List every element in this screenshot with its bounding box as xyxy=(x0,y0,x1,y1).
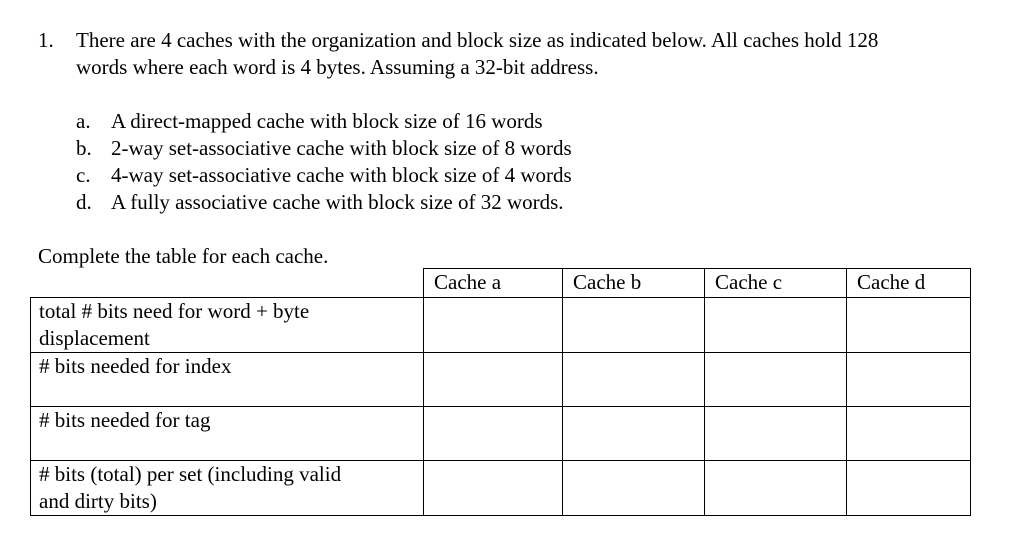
option-a-text: A direct-mapped cache with block size of 16 words xyxy=(111,109,543,133)
option-b-letter: b. xyxy=(76,136,92,160)
cell-offset-cache-a[interactable] xyxy=(424,298,563,353)
row-label-line-1: total # bits need for word + byte xyxy=(39,299,310,323)
row-label-line-1: # bits needed for tag xyxy=(39,408,211,432)
option-c-text: 4-way set-associative cache with block size of 4 words xyxy=(111,163,572,187)
cell-index-cache-a[interactable] xyxy=(424,353,563,407)
header-cache-c: Cache c xyxy=(705,269,847,298)
question-text-line-2: words where each word is 4 bytes. Assuming a 32-bit address. xyxy=(76,55,599,79)
cell-offset-cache-b[interactable] xyxy=(563,298,705,353)
cell-total-cache-a[interactable] xyxy=(424,461,563,516)
table-instruction: Complete the table for each cache. xyxy=(38,244,329,268)
question-text-line-1: There are 4 caches with the organization and block size as indicated below. All caches hold 128 xyxy=(76,28,879,52)
table-row xyxy=(31,353,971,407)
cache-table xyxy=(30,268,971,516)
row-label-tag-bits xyxy=(31,407,424,461)
row-label-total-bits-per-set xyxy=(31,461,424,516)
row-label-line-1: # bits needed for index xyxy=(39,354,232,378)
table-row xyxy=(31,298,971,353)
row-label-offset-bits xyxy=(31,298,424,353)
option-d-letter: d. xyxy=(76,190,92,214)
cell-index-cache-d[interactable] xyxy=(847,353,971,407)
header-cache-b: Cache b xyxy=(563,269,705,298)
option-b-text: 2-way set-associative cache with block size of 8 words xyxy=(111,136,572,160)
cell-total-cache-d[interactable] xyxy=(847,461,971,516)
cell-total-cache-b[interactable] xyxy=(563,461,705,516)
header-cache-a: Cache a xyxy=(424,269,563,298)
cell-offset-cache-d[interactable] xyxy=(847,298,971,353)
cell-tag-cache-b[interactable] xyxy=(563,407,705,461)
cell-index-cache-c[interactable] xyxy=(705,353,847,407)
cell-index-cache-b[interactable] xyxy=(563,353,705,407)
cell-tag-cache-a[interactable] xyxy=(424,407,563,461)
option-d-text: A fully associative cache with block size of 32 words. xyxy=(111,190,564,214)
cell-offset-cache-c[interactable] xyxy=(705,298,847,353)
header-empty-cell xyxy=(31,269,424,298)
table-row xyxy=(31,407,971,461)
cell-total-cache-c[interactable] xyxy=(705,461,847,516)
cell-tag-cache-d[interactable] xyxy=(847,407,971,461)
option-c-letter: c. xyxy=(76,163,91,187)
row-label-line-1: # bits (total) per set (including valid xyxy=(39,462,342,486)
table-header-row xyxy=(31,269,971,298)
row-label-line-2: displacement xyxy=(39,326,150,350)
option-a-letter: a. xyxy=(76,109,91,133)
table-row xyxy=(31,461,971,516)
row-label-line-2: and dirty bits) xyxy=(39,489,157,513)
row-label-index-bits xyxy=(31,353,424,407)
question-number: 1. xyxy=(38,28,54,52)
header-cache-d: Cache d xyxy=(847,269,971,298)
cell-tag-cache-c[interactable] xyxy=(705,407,847,461)
